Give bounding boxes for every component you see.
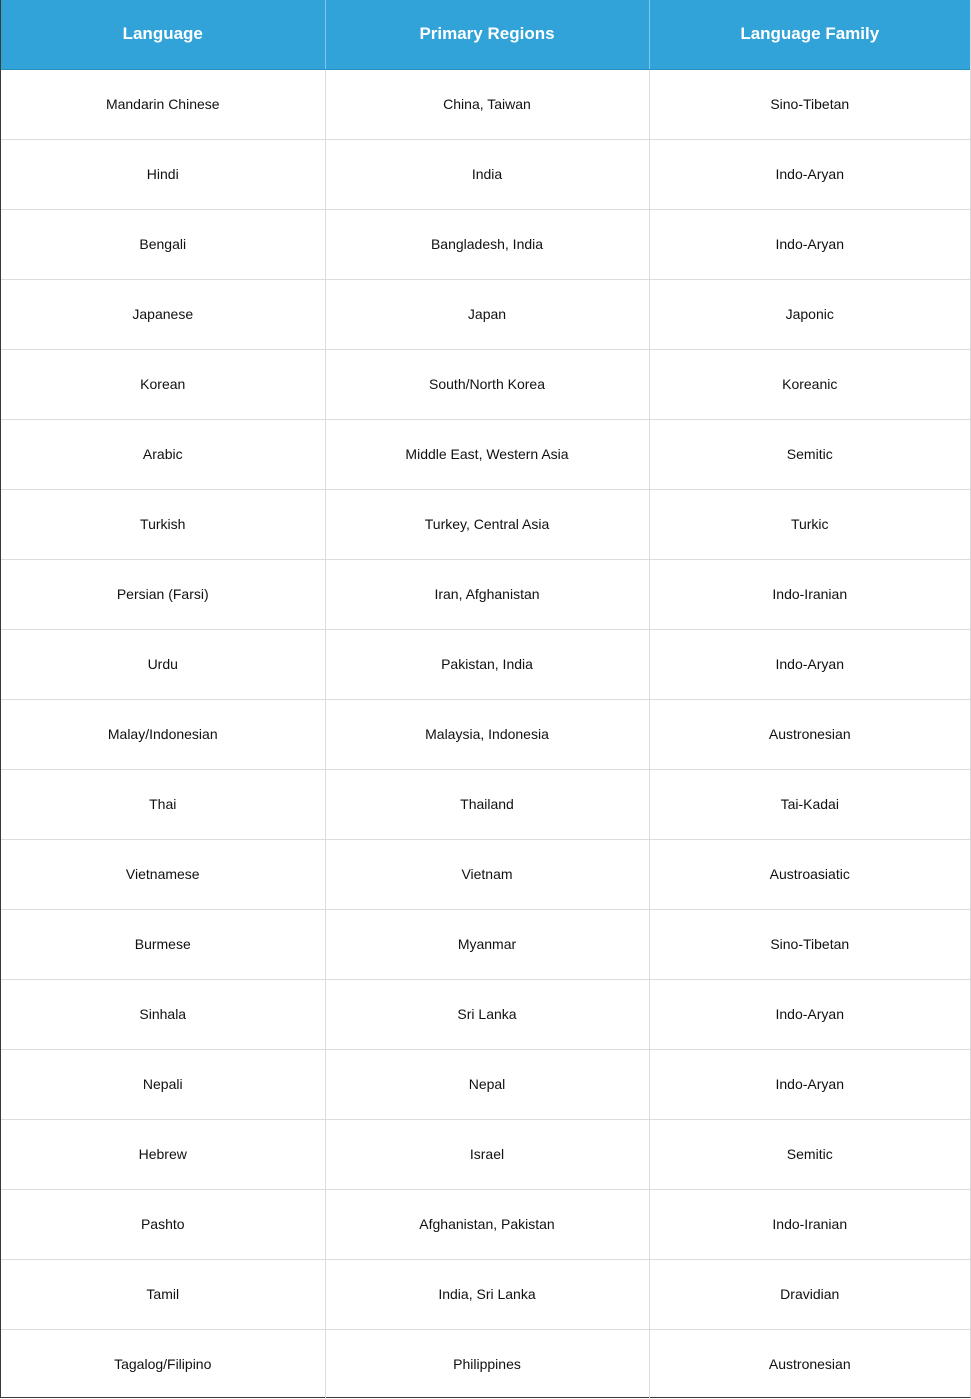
cell-language-family: Semitic — [649, 1119, 970, 1189]
cell-language: Bengali — [1, 209, 325, 279]
cell-primary-regions: Afghanistan, Pakistan — [325, 1189, 649, 1259]
table-row — [1, 139, 970, 209]
cell-language-family: Tai-Kadai — [649, 769, 970, 839]
table-row — [1, 1329, 970, 1399]
cell-language-family: Japonic — [649, 279, 970, 349]
cell-language: Japanese — [1, 279, 325, 349]
table-row — [1, 69, 970, 139]
cell-primary-regions: Middle East, Western Asia — [325, 419, 649, 489]
cell-language-family: Austronesian — [649, 699, 970, 769]
table-header — [1, 0, 970, 69]
cell-language: Vietnamese — [1, 839, 325, 909]
cell-primary-regions: Nepal — [325, 1049, 649, 1119]
table-row — [1, 419, 970, 489]
cell-language: Mandarin Chinese — [1, 69, 325, 139]
cell-language: Persian (Farsi) — [1, 559, 325, 629]
cell-language-family: Turkic — [649, 489, 970, 559]
cell-language-family: Indo-Iranian — [649, 1189, 970, 1259]
cell-language: Urdu — [1, 629, 325, 699]
table-row — [1, 839, 970, 909]
table-row — [1, 699, 970, 769]
cell-language-family: Indo-Aryan — [649, 1049, 970, 1119]
table-row — [1, 909, 970, 979]
cell-language-family: Indo-Aryan — [649, 139, 970, 209]
table-row — [1, 279, 970, 349]
table-body — [1, 69, 970, 1399]
cell-language: Tamil — [1, 1259, 325, 1329]
table-row — [1, 979, 970, 1049]
cell-primary-regions: Myanmar — [325, 909, 649, 979]
table-row — [1, 769, 970, 839]
cell-language-family: Sino-Tibetan — [649, 909, 970, 979]
cell-primary-regions: China, Taiwan — [325, 69, 649, 139]
table-row — [1, 489, 970, 559]
cell-primary-regions: Israel — [325, 1119, 649, 1189]
cell-language-family: Indo-Iranian — [649, 559, 970, 629]
cell-language-family: Sino-Tibetan — [649, 69, 970, 139]
table-row — [1, 1119, 970, 1189]
table-row — [1, 1049, 970, 1119]
cell-primary-regions: Sri Lanka — [325, 979, 649, 1049]
cell-language: Hindi — [1, 139, 325, 209]
table-row — [1, 349, 970, 419]
cell-language-family: Indo-Aryan — [649, 629, 970, 699]
header-row — [1, 0, 970, 69]
cell-primary-regions: India — [325, 139, 649, 209]
header-language: Language — [1, 0, 325, 69]
table-row — [1, 629, 970, 699]
cell-language-family: Koreanic — [649, 349, 970, 419]
table-row — [1, 1189, 970, 1259]
cell-language: Tagalog/Filipino — [1, 1329, 325, 1399]
header-language-family: Language Family — [649, 0, 970, 69]
cell-language-family: Dravidian — [649, 1259, 970, 1329]
cell-language: Turkish — [1, 489, 325, 559]
cell-primary-regions: Philippines — [325, 1329, 649, 1399]
cell-language: Pashto — [1, 1189, 325, 1259]
cell-language: Korean — [1, 349, 325, 419]
cell-language: Sinhala — [1, 979, 325, 1049]
cell-primary-regions: Turkey, Central Asia — [325, 489, 649, 559]
table-row — [1, 209, 970, 279]
cell-language-family: Indo-Aryan — [649, 979, 970, 1049]
cell-language: Hebrew — [1, 1119, 325, 1189]
cell-primary-regions: Pakistan, India — [325, 629, 649, 699]
cell-primary-regions: South/North Korea — [325, 349, 649, 419]
cell-language-family: Indo-Aryan — [649, 209, 970, 279]
cell-language: Nepali — [1, 1049, 325, 1119]
cell-primary-regions: India, Sri Lanka — [325, 1259, 649, 1329]
cell-primary-regions: Iran, Afghanistan — [325, 559, 649, 629]
cell-primary-regions: Vietnam — [325, 839, 649, 909]
table-row — [1, 559, 970, 629]
cell-language: Thai — [1, 769, 325, 839]
cell-language-family: Austroasiatic — [649, 839, 970, 909]
cell-language: Arabic — [1, 419, 325, 489]
cell-primary-regions: Bangladesh, India — [325, 209, 649, 279]
cell-language-family: Semitic — [649, 419, 970, 489]
cell-primary-regions: Malaysia, Indonesia — [325, 699, 649, 769]
cell-language: Malay/Indonesian — [1, 699, 325, 769]
table-row — [1, 1259, 970, 1329]
cell-primary-regions: Japan — [325, 279, 649, 349]
header-primary-regions: Primary Regions — [325, 0, 649, 69]
language-table — [1, 0, 970, 1399]
cell-primary-regions: Thailand — [325, 769, 649, 839]
cell-language-family: Austronesian — [768, 1356, 851, 1373]
cell-language: Burmese — [1, 909, 325, 979]
